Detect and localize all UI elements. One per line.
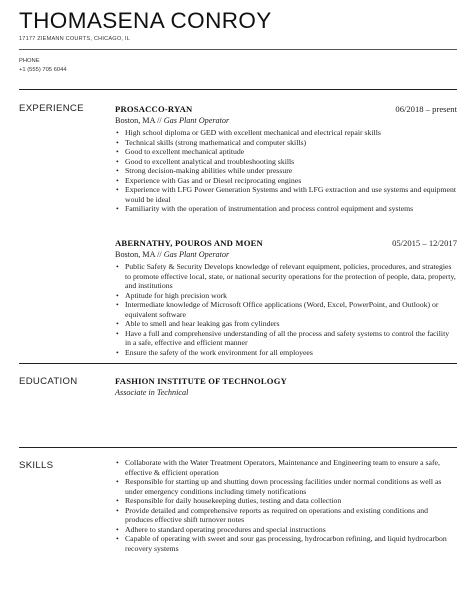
list-item: • Experience with LFG Power Generation Systems and with LFG extraction and use systems and equipment would be ideal bbox=[115, 185, 457, 204]
job-dates: 06/2018 – present bbox=[395, 104, 457, 114]
education-title: EDUCATION bbox=[19, 376, 78, 387]
degree-name: Associate in Technical bbox=[115, 388, 189, 397]
job-city: Boston, MA bbox=[115, 250, 156, 259]
skills-title: SKILLS bbox=[19, 460, 54, 471]
phone-value: +1 (555) 705 6044 bbox=[19, 67, 67, 73]
list-item: • Good to excellent analytical and troubleshooting skills bbox=[115, 157, 457, 167]
list-item: • Collaborate with the Water Treatment Operators, Maintenance and Engineering team to ensure a safe, effective & efficient operation bbox=[115, 458, 457, 477]
job-location bbox=[115, 116, 457, 125]
skills-entry bbox=[115, 458, 457, 553]
job-separator: // bbox=[155, 250, 164, 259]
list-item: • Public Safety & Security Develops knowledge of relevant equipment, policies, procedures, and strategies to promote effective local, state, or national security operations for the protection of people, data, property, and institutions bbox=[115, 262, 457, 291]
employer-name: PROSACCO-RYAN bbox=[115, 104, 193, 114]
job-entry bbox=[115, 104, 457, 214]
list-item: • Technical skills (strong mathematical and computer skills) bbox=[115, 138, 457, 148]
education-entry bbox=[115, 376, 457, 397]
employer-name: ABERNATHY, POUROS AND MOEN bbox=[115, 238, 263, 248]
list-item: • Aptitude for high precision work bbox=[115, 291, 457, 301]
skills-divider bbox=[19, 447, 457, 448]
candidate-address: 17177 ZIEMANN COURTS, CHICAGO, IL bbox=[19, 36, 130, 42]
experience-title: EXPERIENCE bbox=[19, 103, 84, 114]
list-item: • Familiarity with the operation of instrumentation and process control equipment and systems bbox=[115, 204, 457, 214]
experience-divider bbox=[19, 89, 457, 90]
list-item: • Responsible for starting up and shutting down processing facilities under normal conditions as well as under emergency conditions including timely notifications bbox=[115, 477, 457, 496]
job-separator: // bbox=[155, 116, 164, 125]
job-role: Gas Plant Operator bbox=[163, 116, 230, 125]
list-item: • Have a full and comprehensive understanding of all the process and safety systems to control the facility in a safe, effective and efficient manner bbox=[115, 329, 457, 348]
job-location bbox=[115, 250, 457, 259]
phone-label: PHONE bbox=[19, 58, 40, 64]
job-city: Boston, MA bbox=[115, 116, 156, 125]
job-entry bbox=[115, 238, 457, 357]
job-bullets bbox=[115, 128, 457, 214]
list-item: • Good to excellent mechanical aptitude bbox=[115, 147, 457, 157]
list-item: • High school diploma or GED with excellent mechanical and electrical repair skills bbox=[115, 128, 457, 138]
candidate-name: THOMASENA CONROY bbox=[19, 8, 272, 33]
skills-bullets bbox=[115, 458, 457, 553]
list-item: • Intermediate knowledge of Microsoft Office applications (Word, Excel, PowerPoint, and Outlook) or equivalent software bbox=[115, 300, 457, 319]
job-role: Gas Plant Operator bbox=[163, 250, 230, 259]
list-item: • Strong decision-making abilities while under pressure bbox=[115, 166, 457, 176]
job-bullets bbox=[115, 262, 457, 357]
list-item: • Ensure the safety of the work environment for all employees bbox=[115, 348, 457, 358]
list-item: • Provide detailed and comprehensive reports as required on operations and existing conditions and produces effective shift turnover notes bbox=[115, 506, 457, 525]
list-item: • Capable of operating with sweet and sour gas processing, hydrocarbon refining, and liquid hydrocarbon recovery systems bbox=[115, 534, 457, 553]
list-item: • Adhere to standard operating procedures and special instructions bbox=[115, 525, 457, 535]
education-divider bbox=[19, 363, 457, 364]
list-item: • Responsible for daily housekeeping duties, testing and data collection bbox=[115, 496, 457, 506]
list-item: • Experience with Gas and or Diesel reciprocating engines bbox=[115, 176, 457, 186]
header-divider bbox=[19, 49, 457, 50]
list-item: • Able to smell and hear leaking gas from cylinders bbox=[115, 319, 457, 329]
school-name: FASHION INSTITUTE OF TECHNOLOGY bbox=[115, 376, 287, 386]
job-dates: 05/2015 – 12/2017 bbox=[392, 238, 457, 248]
